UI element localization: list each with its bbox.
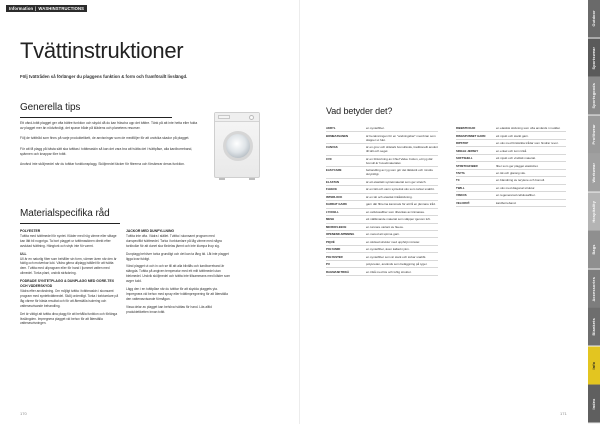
glossary-term: SOFTSHELL — [456, 156, 473, 161]
tab-blankets[interactable]: Blankets — [588, 308, 600, 346]
glossary-row — [326, 144, 438, 156]
glossary-row — [326, 246, 438, 253]
glossary-term: STRETCHFIBER — [456, 163, 478, 168]
glossary-term: RINGSPUNNET GARN — [456, 133, 486, 138]
glossary-definition: en metod att spinna garn. — [366, 232, 401, 237]
glossary-row — [456, 162, 566, 169]
materials-left-column — [20, 226, 120, 326]
glossary-term: AKRYL — [326, 126, 336, 131]
glossary-definition: en syntetfiber. — [366, 126, 385, 131]
material-text: Tvätta med tvättmedel för syntet. Kläder med hög värme eller slitage kan lätt bli noppriga. Ta bort plagget ur tvättmaskinen direkt efter avslutad tvättning. Hängtork och stryk inte för varmt. — [20, 233, 117, 248]
glossary-term: FLEECE — [326, 187, 338, 192]
header-topic: WASHINSTRUCTIONS — [38, 6, 84, 11]
glossary-definition: ett mjukt och starkt garn. — [496, 133, 529, 138]
tab-accessories[interactable]: Accessories — [588, 270, 600, 308]
glossary-term: CVC — [326, 156, 332, 161]
glossary-term: PIQUÉ — [326, 239, 335, 244]
tab-profilwear[interactable]: Profilwear — [588, 116, 600, 154]
glossary-row — [456, 170, 566, 177]
glossary-row — [326, 125, 438, 132]
glossary-row — [326, 167, 438, 179]
washer-foot — [219, 178, 225, 180]
glossary-term: POLYAMID — [326, 247, 341, 252]
glossary-definition: fiber som ger plagget elasticitet. — [496, 163, 539, 168]
glossary-definition: behandling av tyg som gör det lättskött och mindre skrynkligt. — [366, 168, 434, 177]
glossary-left-column — [326, 125, 438, 276]
glossary-row — [456, 177, 566, 184]
glossary-definition: är benämningen för en "andningsbar" membran som släpper ut fukt. — [366, 133, 436, 142]
materials-right-column — [126, 226, 230, 315]
glossary-row — [326, 156, 438, 168]
glossary-definition: en blandning av terylene och bomull. — [496, 178, 545, 183]
material-text: Vänd plagget ut och in och se till att alla blixtlås och kardborreband är stängda. Tvätta på angiven temperatur med ett milt tvättmedel utan blekmedel. Undvik sköljmedel och tvätta inte tillsammans med kläder som avger ludd. — [126, 264, 230, 284]
glossary-definition: en enkel och tunn trikå. — [496, 148, 528, 153]
material-text: Ull är en naturlig fiber som behåller sin form, värmer även när den är fuktig och motverkar lukt. Vädra gärna ullplagg istället för att tvätta dem. Tvätta med ullprogram eller för hand i ljummet vatten med ullmedel. Torka plant, undvik sträckning. — [20, 256, 117, 276]
glossary-definition: är en förkortning av Chief Value Cotton, ett tyg där bomull är huvudmaterialet. — [366, 156, 433, 165]
glossary-definition: en regenererad cellulosafiber. — [496, 193, 536, 198]
glossary-row — [326, 224, 438, 231]
page-subtitle: Följ tvättråden så förlänger du plaggens funktion & form och framförallt livslängd. — [20, 74, 188, 79]
glossary-term: TC — [456, 178, 460, 183]
page-gutter — [299, 0, 300, 424]
washer-control-panel — [215, 113, 259, 122]
glossary-term: INTERLOCK — [326, 194, 343, 199]
general-tips-heading: Generella tips — [20, 102, 81, 113]
washer-knob — [249, 115, 254, 120]
glossary-row — [456, 147, 566, 154]
glossary-term: OPENEND-SPINNING — [326, 232, 355, 237]
general-tip: Använd inte sköljmedel när du tvättar funktionsplagg. Sköljmedel täcker för fibrerna och försämrar deras funktion. — [20, 162, 185, 167]
glossary-term: CANVAS — [326, 145, 338, 150]
glossary-row — [326, 179, 438, 186]
glossary-row — [456, 155, 566, 162]
glossary-row — [326, 209, 438, 216]
glossary-term: RIBBSTICKAD — [456, 126, 476, 131]
tab-bags[interactable]: Bags — [588, 231, 600, 269]
glossary-row — [326, 216, 438, 223]
page-title: Tvättinstruktioner — [20, 38, 184, 63]
glossary-definition: en väv med förstärkta trådar som hindrar revor. — [496, 141, 559, 146]
glossary-term: POLYESTER — [326, 254, 343, 259]
section-header — [6, 5, 87, 12]
material-text: Vissa delar av plagget kan behöva tvättas för hand. Läs alltid produktetiketten innan tvätt. — [126, 304, 212, 314]
general-tips-text — [20, 121, 198, 167]
material-heading: FODRADE SYNTETPLAGG & DUNPLAGG MED GORE-TEX OCH VÄDERSKYDD — [20, 279, 114, 289]
washer-detergent-drawer — [218, 115, 230, 119]
glossary-heading: Vad betyder det? — [326, 106, 393, 116]
material-text: Det är viktigt att tvätta dina plagg för att behålla funktion och förlänga livslängden. Impregnera plagget vid behov för att återställa vattenavvisningen. — [20, 311, 118, 326]
washing-machine-image — [214, 112, 260, 178]
glossary-definition: ett nätliknande material som släpper igenom luft. — [366, 217, 431, 222]
glossary-definition: garn där fibrerna kammats för att få en jämnare tråd. — [366, 202, 436, 207]
glossary-term: ELASTAN — [326, 179, 339, 184]
glossary-definition: en syntetfiber, även kallad nylon. — [366, 247, 410, 252]
glossary-row — [456, 185, 566, 192]
glossary-row — [456, 132, 566, 139]
general-tips-rule — [20, 117, 172, 118]
glossary-term: BOMBASVANEN — [326, 133, 349, 138]
tab-hospitality[interactable]: Hospitality — [588, 193, 600, 231]
glossary-row — [326, 238, 438, 245]
glossary-definition: en tunnare variant av fleece. — [366, 224, 404, 229]
glossary-term: MESH — [326, 217, 335, 222]
glossary-row — [456, 125, 566, 132]
glossary-row — [456, 140, 566, 147]
glossary-term: LYOCELL — [326, 209, 339, 214]
tab-index[interactable]: Index — [588, 385, 600, 423]
page-number-right: 171 — [560, 411, 567, 416]
glossary-definition: är en lätt och varm syntetisk väv som torkar snabbt. — [366, 187, 435, 192]
glossary-definition: är en tät och elastisk trikåstickning. — [366, 194, 413, 199]
glossary-definition: ett mjukt och vindtätt material. — [496, 156, 536, 161]
glossary-definition: en syntetfiber som är stark och torkar snabbt. — [366, 254, 427, 259]
material-text: Lägg den i en tvättpåse när du tvättar för att skydda plaggets yta. Impregnera vid behov med spray eller tvättimpregnering för att återställa den vattenavvisande förmågan. — [126, 287, 228, 301]
header-section: Information — [9, 6, 34, 11]
glossary-term: PU — [326, 262, 330, 267]
tab-workwear[interactable]: Workwear — [588, 154, 600, 192]
page-number-left: 170 — [20, 411, 27, 416]
general-tip: Ett vänd-tvätt plagget ger ofta bättre funktion och skydd då du kan fräscha upp det bättre. Tänk på att inte hetta eller fukta av plagget mer än nödvändigt, det sparar både på klädens och planetens resurser. — [20, 121, 198, 131]
general-tip: För att få plagg på bästa sätt ska tvättas i tvättmaskin så kan det vara bra att tvätta det i tvättpåse, alla kardborreband, spännen och knappar före tvätt. — [20, 146, 193, 156]
glossary-definition: en tät och glansig väv. — [496, 171, 526, 175]
washer-foot — [249, 178, 255, 180]
glossary-definition: en elastisk stickning som ofta används i muddar. — [496, 126, 561, 131]
material-heading: JACKOR MED DUNFYLLNING — [126, 229, 175, 233]
glossary-row — [326, 253, 438, 260]
glossary-row — [456, 192, 566, 199]
glossary-row — [326, 194, 438, 201]
general-tip: Följ de tvättråd som finns på varje produktetikett, de anvisningar som de medföljer för att undvika skador på plagget. — [20, 136, 190, 141]
glossary-term: TWILL — [456, 185, 465, 190]
glossary-term: MICROFLEECE — [326, 224, 347, 229]
glossary-term: KARDAT GARN — [326, 202, 347, 207]
glossary-term: EASYCARE — [326, 168, 342, 173]
glossary-row — [326, 201, 438, 208]
glossary-term: RAGMASKTRIKÅ — [326, 269, 349, 274]
material-heading: ULL — [20, 251, 27, 256]
material-text: Vädra efter användning. Om möjligt tvätta i tvättmaskin i skonsamt program med syntettvättmedel. Skölj ordentligt. Torka i torktumlare på låg värme för bästa resultat och för att återställa isolering och vattenavvisande behandling. — [20, 288, 119, 308]
glossary-term: VELCRO® — [456, 200, 470, 205]
glossary-term: VISKOS — [456, 193, 467, 198]
materials-rule — [20, 223, 120, 224]
tab-info[interactable]: Info — [588, 347, 600, 385]
glossary-definition: en cellulosafiber som tillverkas av trämassa. — [366, 209, 425, 214]
glossary-definition: är ett elastiskt syntetmaterial som ger stretch. — [366, 179, 427, 184]
glossary-row — [456, 200, 566, 207]
section-tabs — [588, 0, 600, 424]
glossary-definition: en trikå med lös och luftig struktur. — [366, 269, 412, 274]
glossary-row — [326, 268, 438, 275]
material-text: Dunplagg behöver torka grundligt och det kan ta lång tid. Låt inte plagget ligga kvar fuktigt. — [126, 251, 229, 261]
glossary-right-column — [456, 125, 566, 207]
tab-outdoor[interactable]: Outdoor — [588, 0, 600, 38]
glossary-row — [326, 186, 438, 193]
tab-sportsgoods[interactable]: Sportsgoods — [588, 77, 600, 115]
glossary-row — [326, 132, 438, 144]
glossary-term: TAFTA — [456, 171, 465, 175]
glossary-definition: en väv med diagonal struktur. — [496, 185, 536, 190]
glossary-term: SINGLE JERSEY — [456, 148, 479, 153]
header-separator: | — [35, 6, 37, 11]
glossary-definition: en stickad struktur med upphöjt mönster. — [366, 239, 421, 244]
material-heading: POLYESTER — [20, 229, 41, 233]
glossary-definition: kardborreband. — [496, 200, 517, 205]
material-text: Tvätta inte ofta. Vädra i stället. Tvätta i skonsamt program med dunspecifikt tvättmedel. Torka i torktumlare på låg värme med några torkbollar för att dunet ska fördelas jämnt och inte klumpa ihop sig. — [126, 233, 222, 248]
tab-sportswear[interactable]: Sportswear — [588, 39, 600, 77]
glossary-row — [326, 261, 438, 268]
materials-heading: Materialspecifika råd — [20, 208, 110, 219]
glossary-term: RIPSTOP — [456, 141, 469, 146]
glossary-definition: polyuretan, används som beläggning på tyger. — [366, 262, 428, 267]
washer-door — [223, 131, 253, 161]
glossary-row — [326, 231, 438, 238]
glossary-definition: är en grov och slitstark bomullsväv, traditionellt använt till tält och segel. — [366, 145, 438, 154]
